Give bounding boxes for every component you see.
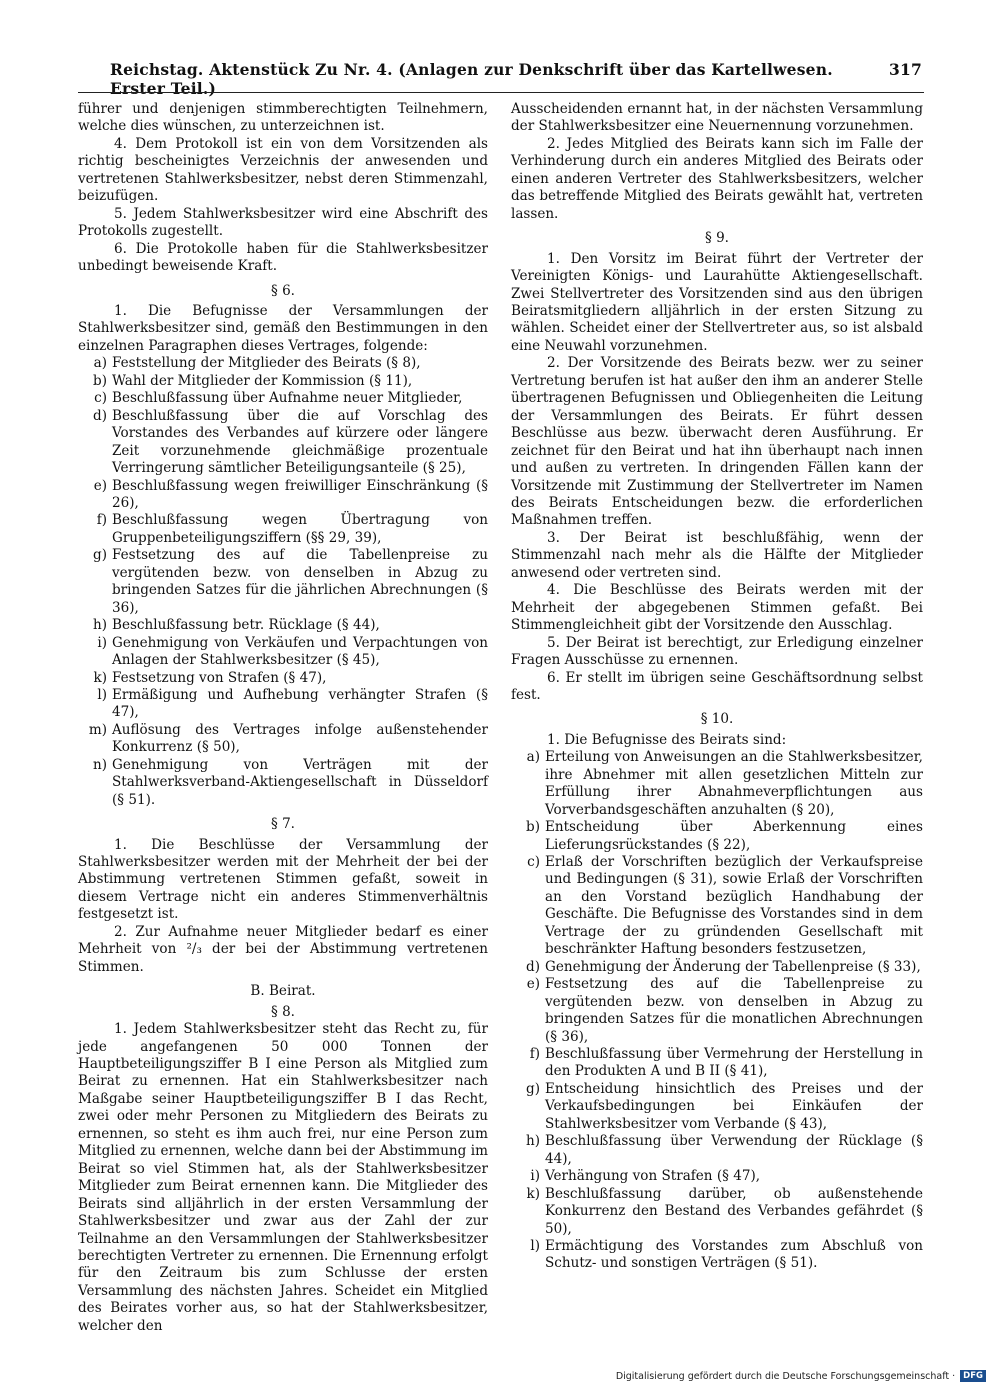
paragraph: 2. Zur Aufnahme neuer Mitglieder bedarf es einer Mehrheit von ²/₃ der bei der Abstimmung vertretenen Stimmen. bbox=[78, 923, 488, 975]
list-item bbox=[78, 757, 488, 809]
list-item-text: Ermächtigung des Vorstandes zum Abschluß von Schutz- und sonstigen Verträgen (§ 51). bbox=[545, 1238, 923, 1272]
list-item-label: g) bbox=[93, 547, 107, 564]
paragraph: führer und denjenigen stimmberechtigten Teilnehmern, welche dies wünschen, zu unterzeichnen ist. bbox=[78, 101, 488, 135]
list-item-text: Entscheidung über Aberkennung eines Lieferungsrückstandes (§ 22), bbox=[545, 819, 923, 853]
list-item-text: Beschlußfassung betr. Rücklage (§ 44), bbox=[112, 617, 380, 634]
list-item bbox=[511, 1081, 923, 1133]
list-item-label: d) bbox=[93, 407, 107, 424]
list-item bbox=[78, 408, 488, 478]
part-heading: B. Beirat. bbox=[250, 983, 316, 1000]
paragraph: 4. Die Beschlüsse des Beirats werden mit der Mehrheit der abgegebenen Stimmen gefaßt. Bei Stimmengleichheit gibt der Vorsitzende den Ausschlag. bbox=[511, 582, 923, 634]
list-item-text: Beschlußfassung über Vermehrung der Herstellung in den Produkten A und B II (§ 41), bbox=[545, 1046, 923, 1080]
list-item bbox=[511, 1238, 923, 1273]
list-item-label: e) bbox=[526, 976, 540, 993]
list-item-text: Festsetzung des auf die Tabellenpreise zu vergütenden bezw. von denselben in Abzug zu bringenden Satzes für die monatlichen Abrechnungen (§ 36), bbox=[545, 976, 923, 1045]
list-item bbox=[511, 1046, 923, 1081]
section-heading: § 8. bbox=[270, 1003, 295, 1020]
left-column bbox=[78, 101, 488, 1335]
right-column bbox=[511, 101, 923, 1273]
digitization-credit bbox=[566, 1369, 986, 1383]
list-item-text: Auflösung des Vertrages infolge außenstehender Konkurrenz (§ 50), bbox=[112, 721, 488, 756]
list-item-text: Entscheidung hinsichtlich des Preises und der Verkaufsbedingungen bei Einkäufen der Stahlwerksbesitzer vom Verbande (§ 43), bbox=[545, 1080, 923, 1132]
list-item-label: f) bbox=[529, 1046, 540, 1063]
list-item bbox=[511, 959, 923, 976]
list-item-text: Festsetzung des auf die Tabellenpreise zu vergütenden bezw. von denselben in Abzug zu bringenden Satzes für die jährlichen Abrechnungen (§ 36), bbox=[112, 547, 488, 616]
list-item-label: i) bbox=[97, 634, 107, 651]
paragraph: 1. Den Vorsitz im Beirat führt der Vertreter der Vereinigten Königs- und Laurahütte Aktiengesellschaft. Zwei Stellvertreter des Vorsitzenden sind aus den übrigen Beiratsmitgliedern alljährlich in der ersten Sitzung zu wählen. Scheidet einer der Stellvertreter aus, so ist alsbald eine Neuwahl vorzunehmen. bbox=[511, 250, 923, 354]
list-item-text: Beschlußfassung über Aufnahme neuer Mitglieder, bbox=[112, 390, 463, 407]
list-item bbox=[78, 687, 488, 722]
paragraph: 5. Der Beirat ist berechtigt, zur Erledigung einzelner Fragen Ausschüsse zu ernennen. bbox=[511, 634, 923, 669]
list-item-label: k) bbox=[93, 669, 107, 686]
list-item-label: n) bbox=[92, 756, 107, 773]
list-item-text: Erlaß der Vorschriften bezüglich der Verkaufspreise und Bedingungen (§ 31), sowie Erlaß der Vorschriften an den Vorstand bezüglich Handhabung der Geschäfte. Die Befugnisse des Vorstandes sind in dem Vertrage der zu gründenden Gesellschaft mit beschränkter Haftung besonders festzusetzen, bbox=[545, 854, 923, 958]
list-item-text: Erteilung von Anweisungen an die Stahlwerksbesitzer, ihre Abnehmer mit allen gesetzlichen Mitteln zur Erfüllung ihrer Abnahmeverpflichtungen aus Vorverbandsgeschäften anzuhalten (§ 20), bbox=[545, 749, 923, 818]
list-item bbox=[78, 670, 488, 687]
list-item-text: Festsetzung von Strafen (§ 47), bbox=[112, 669, 327, 686]
list-item-text: Wahl der Mitglieder der Kommission (§ 11), bbox=[112, 372, 413, 389]
dfg-logo: DFG bbox=[960, 1370, 986, 1382]
list-item-label: b) bbox=[93, 372, 107, 389]
list-item-text: Genehmigung der Änderung der Tabellenpreise (§ 33), bbox=[545, 958, 921, 975]
section-heading: § 10. bbox=[700, 711, 734, 728]
list-item bbox=[78, 547, 488, 617]
list-item bbox=[78, 478, 488, 513]
page-number: 317 bbox=[889, 60, 922, 79]
list-item-label: i) bbox=[530, 1168, 540, 1185]
list bbox=[78, 355, 488, 809]
section-heading: § 7. bbox=[270, 816, 295, 833]
paragraph: 6. Er stellt im übrigen seine Geschäftsordnung selbst fest. bbox=[511, 669, 923, 703]
section-heading: § 9. bbox=[704, 230, 729, 247]
list-item bbox=[511, 1186, 923, 1238]
credit-text: Digitalisierung gefördert durch die Deutsche Forschungsgemeinschaft · bbox=[615, 1370, 956, 1382]
paragraph: 1. Jedem Stahlwerksbesitzer steht das Recht zu, für jede angefangenen 50 000 Tonnen der Hauptbeteiligungsziffer B I eine Person als Mitglied zum Beirat zu ernennen. Hat ein Stahlwerksbesitzer nach Maßgabe seiner Hauptbeteiligungsziffer B I das Recht, zwei oder mehr Personen zu Mitgliedern des Beirats zu ernennen, so steht es ihm auch frei, nur eine Person zum Mitglied zu ernennen, welche dann bei der Abstimmung im Beirat so viel Stimmen hat, als der Stahlwerksbesitzer Mitglieder zum Beirat ernennen kann. Die Mitglieder des Beirats sind alljährlich in der ersten Versammlung der Stahlwerksbesitzer und zwar aus der Zahl der zur Teilnahme an den Versammlungen der Stahlwerksbesitzer berechtigten Vertreter zu ernennen. Die Ernennung erfolgt für den Zeitraum bis zum Schlusse der ersten Versammlung des nächsten Jahres. Scheidet ein Mitglied des Beirates vorher aus, so hat der Stahlwerksbesitzer, welcher den bbox=[78, 1021, 488, 1334]
list-item-text: Beschlußfassung über die auf Vorschlag des Vorstandes des Verbandes auf kürzere oder längere Zeit vorzunehmende gleichmäßige prozentuale Verringerung sämtlicher Beteiligungsanteile (§ 25), bbox=[112, 407, 488, 477]
list-item bbox=[78, 512, 488, 547]
list-item bbox=[511, 819, 923, 854]
list-item-label: f) bbox=[96, 512, 107, 529]
list-item bbox=[511, 749, 923, 819]
paragraph: 2. Jedes Mitglied des Beirats kann sich im Falle der Verhinderung durch ein anderes Mitglied des Beirats oder einen anderen Vertreter des Stahlwerksbesitzers, welcher das betreffende Mitglied des Beirats gewählt hat, vertreten lassen. bbox=[511, 135, 923, 222]
list-item-text: Verhängung von Strafen (§ 47), bbox=[545, 1168, 761, 1185]
paragraph: 1. Die Beschlüsse der Versammlung der Stahlwerksbesitzer werden mit der Mehrheit der bei der Abstimmung vertretenen Stimmen gefaßt, soweit in diesem Vertrage nicht ein anderes Stimmenverhältnis festgesetzt ist. bbox=[78, 836, 488, 923]
list-item-label: h) bbox=[92, 617, 107, 634]
list-item-label: b) bbox=[526, 819, 540, 836]
paragraph: Ausscheidenden ernannt hat, in der nächsten Versammlung der Stahlwerksbesitzer eine Neuernennung vorzunehmen. bbox=[511, 101, 923, 135]
list-item-text: Beschlußfassung wegen Übertragung von Gruppenbeteiligungsziffern (§§ 29, 39), bbox=[112, 512, 488, 546]
list-item-label: l) bbox=[530, 1238, 540, 1254]
paragraph: 4. Dem Protokoll ist ein von dem Vorsitzenden als richtig bescheinigtes Verzeichnis der anwesenden und vertretenen Stahlwerksbesitzer, nebst deren Stimmenzahl, beizufügen. bbox=[78, 135, 488, 205]
list-item-text: Beschlußfassung darüber, ob außenstehende Konkurrenz den Bestand des Verbandes gefährdet (§ 50), bbox=[545, 1185, 923, 1237]
paragraph: 1. Die Befugnisse der Versammlungen der Stahlwerksbesitzer sind, gemäß den Bestimmungen in den einzelnen Paragraphen dieses Vertrages, folgende: bbox=[78, 302, 488, 354]
header-rule bbox=[78, 92, 924, 93]
list-item-text: Feststellung der Mitglieder des Beirats (§ 8), bbox=[112, 355, 421, 372]
list-item-label: g) bbox=[526, 1080, 540, 1097]
list-item bbox=[78, 355, 488, 372]
page-header bbox=[110, 60, 922, 98]
list-item bbox=[78, 390, 488, 407]
list bbox=[511, 749, 923, 1273]
running-title: Reichstag. Aktenstück Zu Nr. 4. (Anlagen zur Denkschrift über das Kartellwesen. Erster Teil.) bbox=[110, 60, 833, 98]
list-item-label: l) bbox=[97, 686, 107, 703]
list-item-label: e) bbox=[93, 477, 107, 494]
list-item-label: c) bbox=[527, 854, 540, 871]
list-item bbox=[511, 1133, 923, 1168]
list-item-label: d) bbox=[526, 958, 540, 975]
section-heading: § 6. bbox=[270, 282, 295, 299]
list-item-label: m) bbox=[88, 721, 107, 738]
list-item bbox=[511, 976, 923, 1046]
list-item bbox=[511, 854, 923, 959]
list-item bbox=[78, 617, 488, 634]
list-item bbox=[78, 635, 488, 670]
paragraph: 5. Jedem Stahlwerksbesitzer wird eine Abschrift des Protokolls zugestellt. bbox=[78, 205, 488, 240]
list-item-label: h) bbox=[525, 1133, 540, 1150]
list-item bbox=[78, 373, 488, 390]
paragraph: 6. Die Protokolle haben für die Stahlwerksbesitzer unbedingt beweisende Kraft. bbox=[78, 240, 488, 275]
list-item-label: k) bbox=[526, 1185, 540, 1202]
paragraph: 2. Der Vorsitzende des Beirats bezw. wer zu seiner Vertretung berufen ist hat außer den ihm an anderer Stelle übertragenen Befugnissen und Obliegenheiten die Leitung der Versammlungen des Beirats. Er führt dessen Beschlüsse aus bezw. überwacht deren Ausführung. Er zeichnet für den Beirat und hat ihn überhaupt nach innen und außen zu vertreten. In dringenden Fällen kann der Vorsitzende mit Zustimmung der Stellvertreter im Namen des Beirats Entscheidungen bezw. die erforderlichen Maßnahmen treffen. bbox=[511, 355, 923, 529]
list-item-label: a) bbox=[93, 355, 107, 372]
paragraph: 1. Die Befugnisse des Beirats sind: bbox=[547, 731, 787, 748]
paragraph: 3. Der Beirat ist beschlußfähig, wenn der Stimmenzahl nach mehr als die Hälfte der Mitglieder anwesend oder vertreten sind. bbox=[511, 529, 923, 581]
list-item-text: Ermäßigung und Aufhebung verhängter Strafen (§ 47), bbox=[112, 686, 488, 721]
list-item-text: Beschlußfassung wegen freiwilliger Einschränkung (§ 26), bbox=[112, 477, 488, 511]
list-item bbox=[78, 722, 488, 757]
list-item-text: Genehmigung von Verträgen mit der Stahlwerksverband-Aktiengesellschaft in Düsseldorf (§ 51). bbox=[112, 756, 488, 808]
list-item-label: a) bbox=[526, 749, 540, 766]
list-item-text: Genehmigung von Verkäufen und Verpachtungen von Anlagen der Stahlwerksbesitzer (§ 45), bbox=[112, 634, 488, 669]
list-item bbox=[511, 1168, 923, 1185]
list-item-text: Beschlußfassung über Verwendung der Rücklage (§ 44), bbox=[545, 1133, 923, 1167]
list-item-label: c) bbox=[94, 390, 107, 407]
